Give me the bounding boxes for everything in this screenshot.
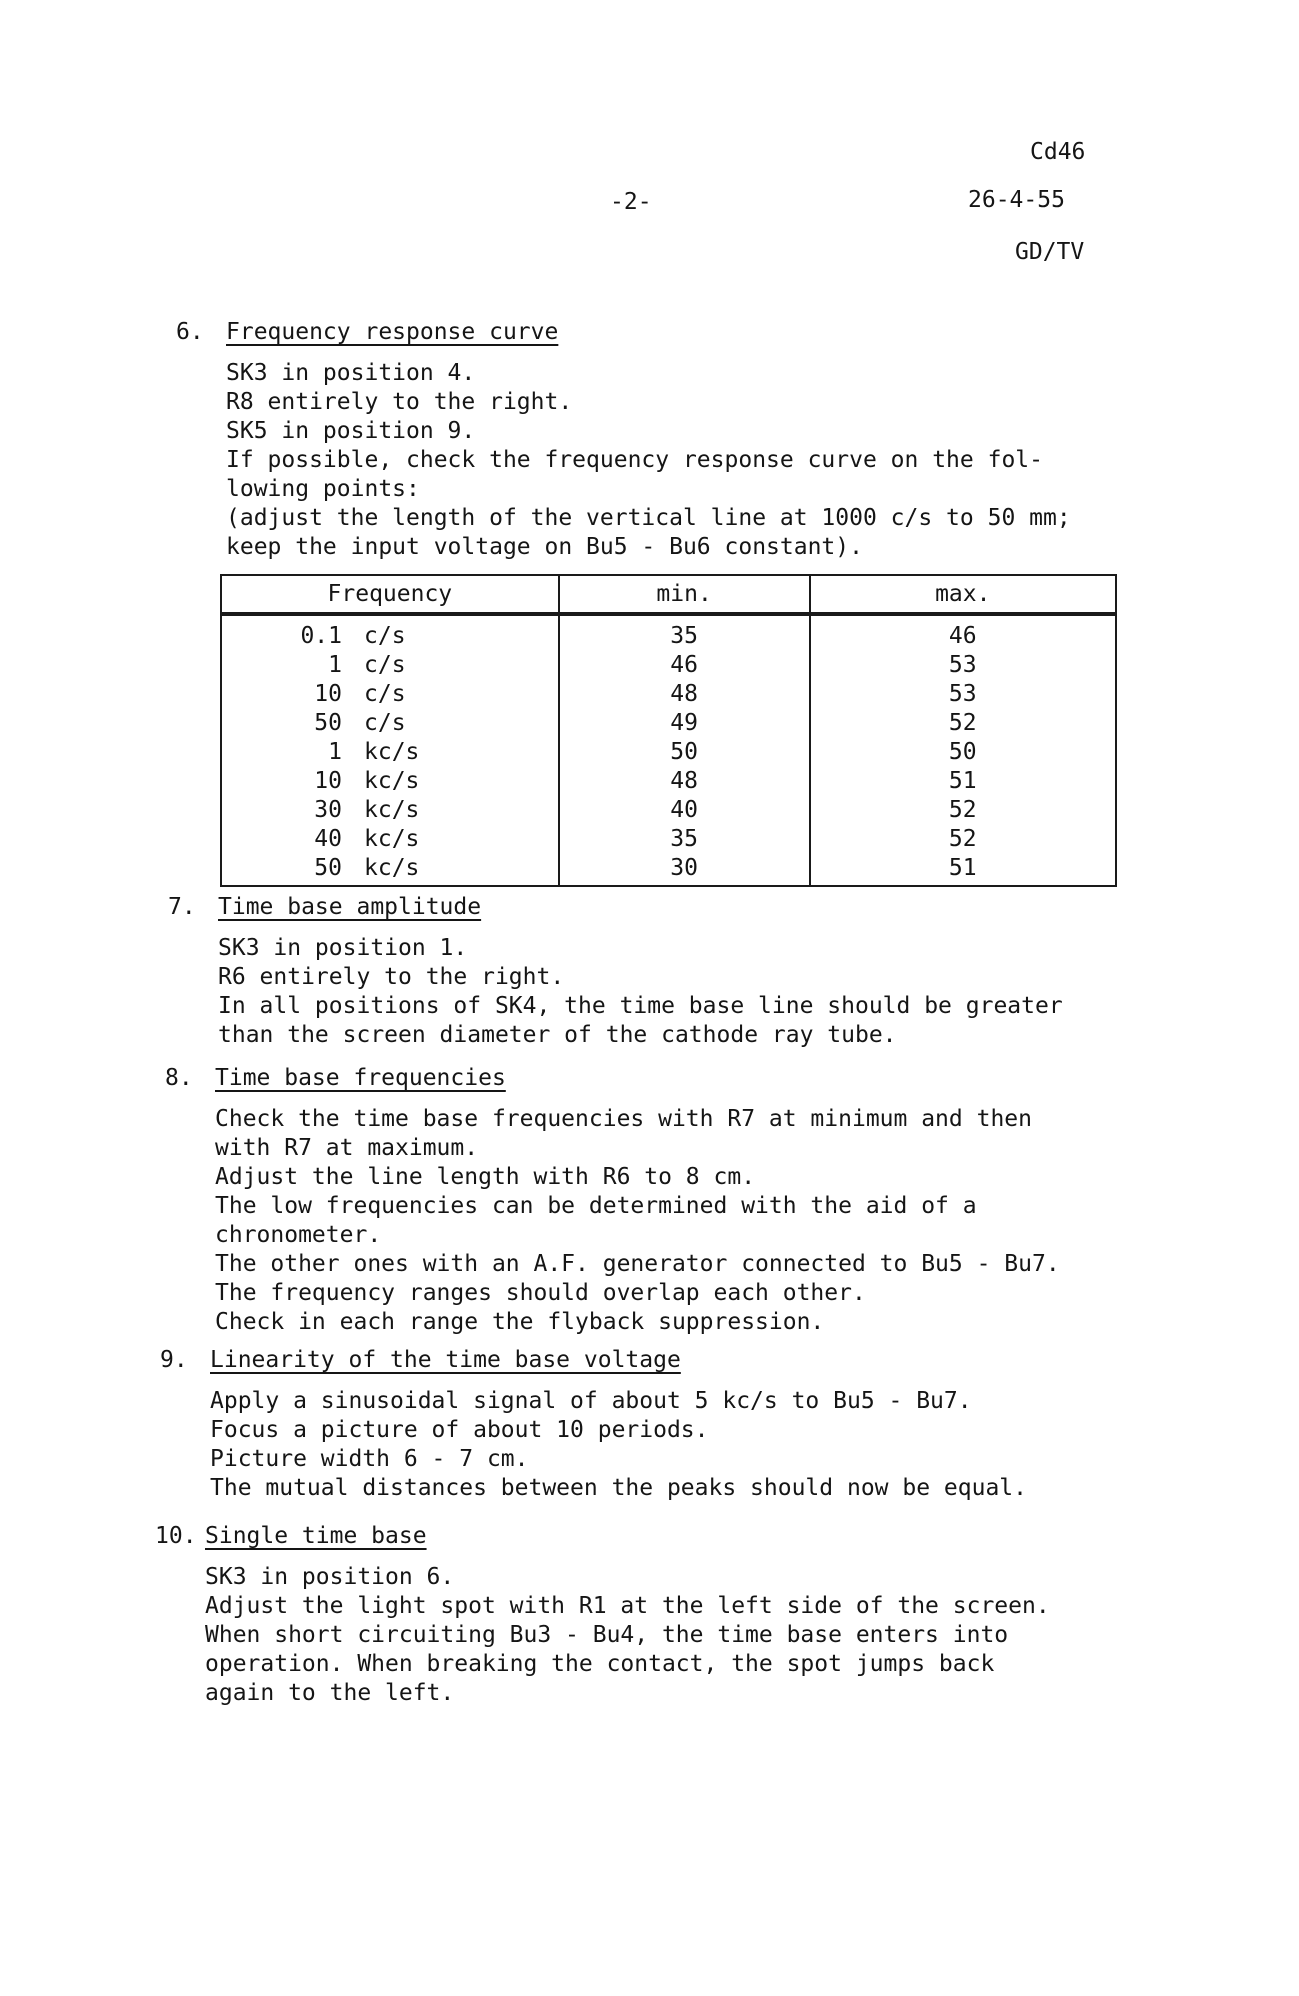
min-value: 46 <box>670 652 698 678</box>
min-value: 30 <box>670 855 698 881</box>
instruction-line: Focus a picture of about 10 periods. <box>210 1417 709 1443</box>
min-value: 35 <box>670 826 698 852</box>
section-time-base-amplitude <box>168 893 1063 1050</box>
frequency-number: 10 <box>314 681 342 707</box>
frequency-number: 0.1 <box>300 623 342 649</box>
instruction-line: The low frequencies can be determined with the aid of a <box>215 1193 977 1219</box>
document-reference: Cd46 <box>1030 139 1086 165</box>
section-number: 8. <box>165 1065 193 1091</box>
frequency-unit: c/s <box>364 710 406 736</box>
instruction-line: again to the left. <box>205 1680 455 1706</box>
frequency-value <box>222 709 558 738</box>
max-value: 51 <box>948 768 977 794</box>
frequency-unit: kc/s <box>364 826 420 852</box>
instruction-line: SK3 in position 6. <box>205 1564 455 1590</box>
instruction-line: SK3 in position 4. <box>226 360 476 386</box>
section-frequency-response <box>176 318 1071 562</box>
instruction-line: (adjust the length of the vertical line at 1000 c/s to 50 mm; <box>226 505 1071 531</box>
min-value: 35 <box>670 623 698 649</box>
instruction-line: operation. When breaking the contact, the spot jumps back <box>205 1651 995 1677</box>
instruction-line: If possible, check the frequency response curve on the fol- <box>226 447 1043 473</box>
instruction-line: Adjust the light spot with R1 at the left side of the screen. <box>205 1593 1050 1619</box>
min-value: 40 <box>670 797 698 823</box>
frequency-table <box>220 574 1117 887</box>
max-value: 51 <box>948 855 977 881</box>
min-value: 48 <box>670 681 698 707</box>
instruction-line: keep the input voltage on Bu5 - Bu6 constant). <box>226 534 863 560</box>
frequency-number: 50 <box>314 710 342 736</box>
instruction-line: Check the time base frequencies with R7 at minimum and then <box>215 1106 1032 1132</box>
frequency-value <box>222 767 558 796</box>
instruction-line: Adjust the line length with R6 to 8 cm. <box>215 1164 756 1190</box>
instruction-line: chronometer. <box>215 1222 382 1248</box>
instruction-line: The frequency ranges should overlap each other. <box>215 1280 866 1306</box>
instruction-line: R8 entirely to the right. <box>226 389 573 415</box>
instruction-line: R6 entirely to the right. <box>218 964 565 990</box>
section-title: Time base amplitude <box>218 894 482 920</box>
frequency-number: 40 <box>314 826 342 852</box>
frequency-unit: c/s <box>364 681 406 707</box>
header-max: max. <box>810 575 1116 614</box>
frequency-value <box>222 796 558 825</box>
frequency-value <box>222 622 558 651</box>
document-date: 26-4-55 <box>968 187 1065 213</box>
frequency-unit: kc/s <box>364 768 420 794</box>
frequency-number: 1 <box>328 739 342 765</box>
header-frequency: Frequency <box>221 575 559 614</box>
instruction-line: The mutual distances between the peaks should now be equal. <box>210 1475 1027 1501</box>
frequency-value <box>222 854 558 883</box>
max-value: 53 <box>948 681 977 707</box>
section-title: Single time base <box>205 1523 427 1549</box>
header-min: min. <box>559 575 810 614</box>
min-value: 49 <box>670 710 698 736</box>
section-title: Linearity of the time base voltage <box>210 1347 681 1373</box>
table-header-row <box>221 575 1116 614</box>
frequency-number: 10 <box>314 768 342 794</box>
section-single-time-base <box>155 1522 1050 1708</box>
section-number: 7. <box>168 894 196 920</box>
instruction-line: In all positions of SK4, the time base line should be greater <box>218 993 1063 1019</box>
frequency-unit: kc/s <box>364 797 420 823</box>
max-value: 52 <box>948 826 977 852</box>
table-body <box>221 614 1116 886</box>
min-value: 50 <box>670 739 698 765</box>
instruction-line: SK3 in position 1. <box>218 935 468 961</box>
instruction-line: with R7 at maximum. <box>215 1135 479 1161</box>
frequency-unit: c/s <box>364 623 406 649</box>
min-column <box>559 614 810 886</box>
frequency-column <box>221 614 559 886</box>
frequency-number: 30 <box>314 797 342 823</box>
section-number: 10. <box>155 1523 197 1549</box>
max-value: 52 <box>948 710 977 736</box>
max-value: 50 <box>948 739 977 765</box>
instruction-line: When short circuiting Bu3 - Bu4, the time base enters into <box>205 1622 1009 1648</box>
section-time-base-frequencies <box>165 1064 1060 1337</box>
instruction-line: Check in each range the flyback suppression. <box>215 1309 825 1335</box>
page-number: -2- <box>610 189 652 215</box>
max-column <box>810 614 1116 886</box>
instruction-line: SK5 in position 9. <box>226 418 476 444</box>
frequency-unit: kc/s <box>364 739 420 765</box>
max-value: 53 <box>948 652 977 678</box>
instruction-line: The other ones with an A.F. generator connected to Bu5 - Bu7. <box>215 1251 1060 1277</box>
section-title: Time base frequencies <box>215 1065 506 1091</box>
frequency-unit: kc/s <box>364 855 420 881</box>
frequency-value <box>222 738 558 767</box>
min-value: 48 <box>670 768 698 794</box>
section-number: 9. <box>160 1347 188 1373</box>
instruction-line: Picture width 6 - 7 cm. <box>210 1446 529 1472</box>
section-linearity <box>160 1346 1027 1503</box>
frequency-value <box>222 651 558 680</box>
frequency-value <box>222 825 558 854</box>
frequency-number: 1 <box>328 652 342 678</box>
instruction-line: Apply a sinusoidal signal of about 5 kc/s to Bu5 - Bu7. <box>210 1388 972 1414</box>
department-code: GD/TV <box>1015 239 1085 265</box>
section-number: 6. <box>176 319 204 345</box>
instruction-line: lowing points: <box>226 476 420 502</box>
instruction-line: than the screen diameter of the cathode ray tube. <box>218 1022 897 1048</box>
max-value: 46 <box>948 623 977 649</box>
max-value: 52 <box>948 797 977 823</box>
frequency-unit: c/s <box>364 652 406 678</box>
frequency-value <box>222 680 558 709</box>
section-title: Frequency response curve <box>226 319 559 345</box>
frequency-number: 50 <box>314 855 342 881</box>
